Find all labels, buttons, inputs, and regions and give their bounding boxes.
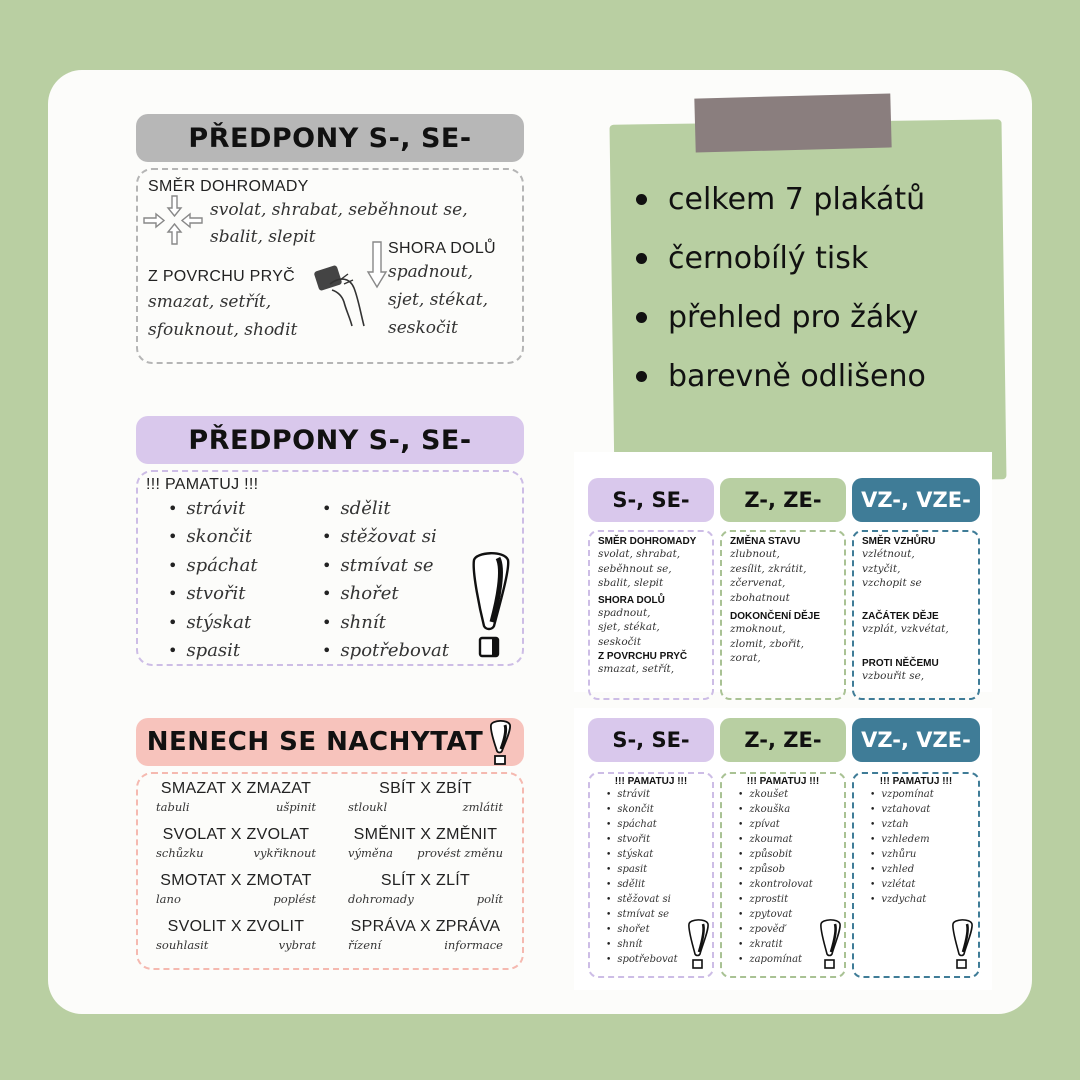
list-item: • vzhledem [870, 832, 970, 847]
mini-title: Z-, ZE- [720, 718, 846, 762]
exclamation-icon [818, 918, 842, 970]
list-item: • strávit [168, 494, 258, 523]
pair-title: SMOTAT X ZMOTAT [160, 872, 312, 889]
mini-body [588, 530, 714, 700]
pair-example: vykřiknout [253, 846, 316, 860]
mini-remember-label: !!! PAMATUJ !!! [614, 776, 688, 787]
list-item: • vzhled [870, 862, 970, 877]
pair-examples [348, 800, 503, 814]
pair-example: schůzku [156, 846, 204, 860]
list-item: • zprostit [738, 892, 836, 907]
mini-title: S-, SE- [588, 478, 714, 522]
pair-examples [348, 846, 503, 860]
poster-title-text: NENECH SE NACHYTAT [146, 727, 484, 757]
mini-body [852, 530, 980, 700]
list-item: • vztah [870, 817, 970, 832]
pair-example: lano [156, 892, 181, 906]
list-item: • zkontrolovat [738, 877, 836, 892]
list-item: • stvořit [168, 580, 258, 609]
list-item: • zpověď [738, 922, 836, 937]
pair-example: poplést [273, 892, 316, 906]
section-words-line: sbalit, slepit [210, 227, 316, 247]
section-words-line: seskočit [388, 318, 458, 338]
pair-example: souhlasit [156, 938, 209, 952]
word-list-left [168, 494, 258, 665]
poster-remember [136, 416, 524, 666]
poster-dont-get-caught [136, 718, 524, 970]
list-item: • stěžovat si [606, 892, 704, 907]
word-pair [156, 826, 316, 860]
list-item: • stýskat [168, 608, 258, 637]
pair-example: informace [444, 938, 503, 952]
feature-list [636, 170, 926, 406]
list-item: • stmívat se [322, 551, 449, 580]
mini-words: sbalit, slepit [598, 577, 664, 589]
pair-example: polít [476, 892, 503, 906]
list-item: • zkouška [738, 802, 836, 817]
mini-title: Z-, ZE- [720, 478, 846, 522]
pair-example: stloukl [348, 800, 388, 814]
poster-body [136, 772, 524, 970]
pair-example: vybrat [278, 938, 316, 952]
tape-strip [694, 93, 891, 152]
pair-title: SBÍT X ZBÍT [379, 780, 472, 797]
list-item: • stvořit [606, 832, 704, 847]
arrow-down-icon [366, 240, 388, 290]
mini-section-label: DOKONČENÍ DĚJE [730, 611, 821, 622]
mini-word-list [870, 787, 970, 907]
list-item: • zpytovat [738, 907, 836, 922]
mini-words: vzplát, vzkvétat, [862, 622, 949, 635]
mini-words: spadnout, [598, 606, 651, 619]
section-words-line: spadnout, [388, 262, 473, 282]
list-item: • spotřebovat [606, 952, 704, 967]
word-list-right [322, 494, 449, 665]
mini-words: svolat, shrabat, [598, 548, 681, 560]
mini-body [720, 530, 846, 700]
list-item: • stěžovat si [322, 523, 449, 552]
pair-title: SVOLIT X ZVOLIT [167, 918, 305, 935]
mini-words: vzlétnout, [862, 548, 915, 560]
mini-remember-label: !!! PAMATUJ !!! [879, 776, 953, 787]
pair-examples [348, 892, 503, 906]
poster-body [136, 470, 524, 666]
list-item: • spáchat [168, 551, 258, 580]
feature-item: celkem 7 plakátů [636, 170, 926, 229]
pair-example: ušpinit [275, 800, 316, 814]
exclamation-icon [950, 918, 974, 970]
mini-words: seskočit [598, 635, 642, 648]
section-label-from-surface: Z POVRCHU PRYČ [148, 268, 296, 285]
section-words-line: sfouknout, shodit [148, 320, 298, 340]
mini-title: S-, SE- [588, 718, 714, 762]
exclamation-icon [468, 550, 512, 666]
mini-title: VZ-, VZE- [852, 478, 980, 522]
mini-words: vztyčit, [862, 562, 901, 575]
pair-example: výměna [348, 846, 393, 860]
word-pair [348, 826, 503, 860]
poster-title: PŘEDPONY S-, SE- [136, 114, 524, 162]
mini-words: smazat, setřít, [598, 663, 675, 675]
mini-remember-label: !!! PAMATUJ !!! [746, 776, 820, 787]
mini-section-label: ZMĚNA STAVU [730, 536, 801, 547]
list-item: • vztahovat [870, 802, 970, 817]
mini-words: zlubnout, [730, 548, 780, 560]
section-label-direction-together: SMĚR DOHROMADY [148, 178, 309, 195]
mini-words: zmoknout, [730, 623, 786, 635]
exclamation-icon [686, 918, 710, 970]
pair-examples [156, 800, 316, 814]
list-item: • vzlétat [870, 877, 970, 892]
mini-title: VZ-, VZE- [852, 718, 980, 762]
word-pair [348, 780, 503, 814]
mini-body [720, 772, 846, 978]
feature-item: černobílý tisk [636, 229, 926, 288]
list-item: • vzpomínat [870, 787, 970, 802]
list-item: • zkoumat [738, 832, 836, 847]
mini-words: zesílit, zkrátit, [730, 562, 807, 575]
mini-body [588, 772, 714, 978]
list-item: • spáchat [606, 817, 704, 832]
list-item: • zkoušet [738, 787, 836, 802]
mini-section-label: PROTI NĚČEMU [862, 658, 939, 669]
list-item: • skončit [606, 802, 704, 817]
section-words-line: smazat, setřít, [148, 292, 272, 312]
word-pair [156, 872, 316, 906]
pair-title: SMĚNIT X ZMĚNIT [353, 826, 498, 843]
list-item: • shnít [606, 937, 704, 952]
arrows-converging-icon [142, 194, 204, 246]
mini-section-label: ZAČÁTEK DĚJE [862, 610, 939, 622]
word-pair [348, 872, 503, 906]
pair-example: dohromady [348, 892, 414, 906]
word-pair [156, 780, 316, 814]
mini-words: zbohatnout [730, 591, 790, 604]
mini-words: sjet, stékat, [598, 621, 660, 633]
mini-words: vzbouřit se, [862, 670, 925, 682]
pair-example: řízení [348, 938, 382, 952]
section-words-line: sjet, stékat, [388, 290, 488, 310]
list-item: • zpívat [738, 817, 836, 832]
list-item: • spasit [606, 862, 704, 877]
mini-words: seběhnout se, [598, 562, 672, 575]
pair-examples [156, 938, 316, 952]
mini-words: zlomit, zbořit, [730, 637, 804, 650]
mini-section-label: Z POVRCHU PRYČ [598, 651, 688, 662]
pair-examples [156, 892, 316, 906]
list-item: • stýskat [606, 847, 704, 862]
list-item: • shořet [606, 922, 704, 937]
eraser-hand-icon [310, 262, 366, 328]
mini-words: vzchopit se [862, 577, 922, 589]
pair-title: SVOLAT X ZVOLAT [162, 826, 310, 843]
list-item: • sdělit [606, 877, 704, 892]
list-item: • způsob [738, 862, 836, 877]
pair-title: SLÍT X ZLÍT [380, 872, 471, 889]
list-item: • zapomínat [738, 952, 836, 967]
list-item: • sdělit [322, 494, 449, 523]
mini-section-label: SHORA DOLŮ [598, 594, 665, 606]
exclamation-icon [487, 719, 513, 765]
feature-item: barevně odlišeno [636, 347, 926, 406]
poster-title: PŘEDPONY S-, SE- [136, 416, 524, 464]
list-item: • vzdychat [870, 892, 970, 907]
pair-examples [156, 846, 316, 860]
pair-title: SMAZAT X ZMAZAT [160, 780, 312, 797]
word-pair [156, 918, 316, 952]
list-item: • strávit [606, 787, 704, 802]
poster-body [136, 168, 524, 364]
list-item: • spotřebovat [322, 637, 449, 666]
list-item: • shořet [322, 580, 449, 609]
poster-prefixes-meaning [136, 114, 524, 364]
poster-title [136, 718, 524, 766]
list-item: • vzhůru [870, 847, 970, 862]
remember-label: !!! PAMATUJ !!! [146, 476, 259, 493]
word-pair [348, 918, 503, 952]
pair-example: provést změnu [417, 846, 503, 860]
mini-posters-meaning [574, 452, 992, 692]
list-item: • zkratit [738, 937, 836, 952]
mini-section-label: SMĚR DOHROMADY [598, 536, 697, 547]
mini-words: zčervenat, [730, 577, 786, 589]
list-item: • shnít [322, 608, 449, 637]
mini-posters-remember [574, 708, 992, 990]
pair-examples [348, 938, 503, 952]
section-words-line: svolat, shrabat, seběhnout se, [210, 200, 468, 220]
pair-title: SPRÁVA X ZPRÁVA [350, 918, 501, 935]
feature-item: přehled pro žáky [636, 288, 926, 347]
mini-body [852, 772, 980, 978]
list-item: • skončit [168, 523, 258, 552]
mini-section-label: SMĚR VZHŮRU [862, 536, 936, 547]
list-item: • způsobit [738, 847, 836, 862]
list-item: • spasit [168, 637, 258, 666]
section-label-top-down: SHORA DOLŮ [388, 240, 496, 257]
pair-example: tabuli [156, 800, 190, 814]
mini-words: zorat, [730, 652, 761, 664]
pair-example: zmlátit [462, 800, 503, 814]
list-item: • stmívat se [606, 907, 704, 922]
